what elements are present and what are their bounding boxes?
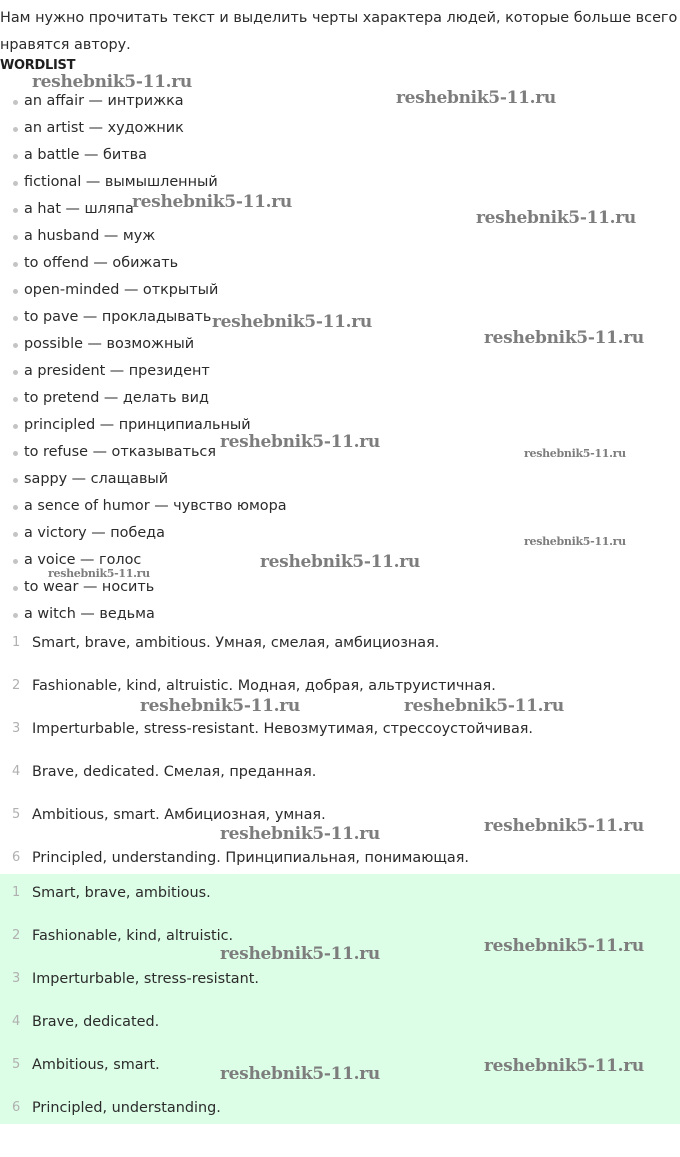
watermark: reshebnik5-11.ru [484,936,644,956]
answers-panel [0,874,680,1124]
bullet-icon [13,532,18,537]
list-item: to pave — прокладывать [0,304,287,331]
bullet-icon [13,289,18,294]
list-item: possible — возможный [0,331,287,358]
watermark: reshebnik5-11.ru [484,1056,644,1076]
answer-number: 5 [12,1057,21,1072]
list-item: a battle — битва [0,142,287,169]
answer-row [0,631,680,674]
answer-text: Principled, understanding. Принципиальная, понимающая. [32,850,469,866]
list-item: a witch — ведьма [0,601,287,628]
answer-text: Smart, brave, ambitious. Умная, смелая, амбициозная. [32,635,440,651]
bullet-icon [13,613,18,618]
watermark: reshebnik5-11.ru [32,72,192,92]
watermark: reshebnik5-11.ru [212,312,372,332]
wordlist [0,88,287,628]
answer-row [0,1010,680,1053]
bullet-icon [13,424,18,429]
bullet-icon [13,343,18,348]
watermark: reshebnik5-11.ru [396,88,556,108]
list-item: to wear — носить [0,574,287,601]
answer-row [0,967,680,1010]
answer-number: 4 [12,764,21,779]
bullet-icon [13,397,18,402]
watermark: reshebnik5-11.ru [220,824,380,844]
watermark: reshebnik5-11.ru [484,816,644,836]
bullet-icon [13,154,18,159]
bullet-icon [13,505,18,510]
list-item: a victory — победа [0,520,287,547]
watermark: reshebnik5-11.ru [484,328,644,348]
watermark: reshebnik5-11.ru [476,208,636,228]
list-item: to offend — обижать [0,250,287,277]
bullet-icon [13,478,18,483]
answer-text: Brave, dedicated. [32,1014,160,1030]
answer-text: Fashionable, kind, altruistic. [32,928,234,944]
list-item: open-minded — открытый [0,277,287,304]
watermark: reshebnik5-11.ru [220,944,380,964]
bullet-icon [13,559,18,564]
list-item: a husband — муж [0,223,287,250]
answer-text: Imperturbable, stress-resistant. [32,971,259,987]
answer-text: Ambitious, smart. [32,1057,160,1073]
answer-row [0,760,680,803]
list-item: a president — президент [0,358,287,385]
answer-text: Smart, brave, ambitious. [32,885,211,901]
watermark: reshebnik5-11.ru [524,535,626,548]
answer-number: 5 [12,807,21,822]
watermark: reshebnik5-11.ru [140,696,300,716]
answer-number: 6 [12,850,21,865]
answer-number: 4 [12,1014,21,1029]
answer-text: Imperturbable, stress-resistant. Невозмутимая, стрессоустойчивая. [32,721,534,737]
bullet-icon [13,235,18,240]
watermark: reshebnik5-11.ru [404,696,564,716]
list-item: a hat — шляпа [0,196,287,223]
answer-number: 1 [12,885,21,900]
list-item: sappy — слащавый [0,466,287,493]
list-item: an affair — интрижка [0,88,287,115]
list-item: fictional — вымышленный [0,169,287,196]
watermark: reshebnik5-11.ru [220,432,380,452]
answer-number: 2 [12,678,21,693]
answers-english [0,881,680,1139]
answer-number: 3 [12,721,21,736]
bullet-icon [13,316,18,321]
wordlist-heading: WORDLIST [0,58,76,73]
list-item: to pretend — делать вид [0,385,287,412]
bullet-icon [13,262,18,267]
answer-number: 1 [12,635,21,650]
bullet-icon [13,586,18,591]
intro-text: Нам нужно прочитать текст и выделить черты характера людей, которые больше всего нравятся автору. [0,10,678,53]
bullet-icon [13,100,18,105]
answer-text: Fashionable, kind, altruistic. Модная, добрая, альтруистичная. [32,678,496,694]
answer-number: 6 [12,1100,21,1115]
list-item: principled — принципиальный [0,412,287,439]
bullet-icon [13,181,18,186]
bullet-icon [13,370,18,375]
list-item: an artist — художник [0,115,287,142]
answer-row [0,881,680,924]
answer-text: Ambitious, smart. Амбициозная, умная. [32,807,326,823]
bullet-icon [13,451,18,456]
watermark: reshebnik5-11.ru [132,192,292,212]
watermark: reshebnik5-11.ru [524,447,626,460]
answer-text: Principled, understanding. [32,1100,221,1116]
list-item: a sence of humor — чувство юмора [0,493,287,520]
answer-row [0,717,680,760]
bullet-icon [13,208,18,213]
list-item: to refuse — отказываться [0,439,287,466]
answer-text: Brave, dedicated. Смелая, преданная. [32,764,317,780]
list-item: a voice — голос [0,547,287,574]
answers-with-translation [0,631,680,889]
answer-number: 2 [12,928,21,943]
watermark: reshebnik5-11.ru [260,552,420,572]
answer-number: 3 [12,971,21,986]
bullet-icon [13,127,18,132]
watermark: reshebnik5-11.ru [220,1064,380,1084]
watermark: reshebnik5-11.ru [48,567,150,580]
answer-row [0,1096,680,1139]
answer-row [0,674,680,717]
